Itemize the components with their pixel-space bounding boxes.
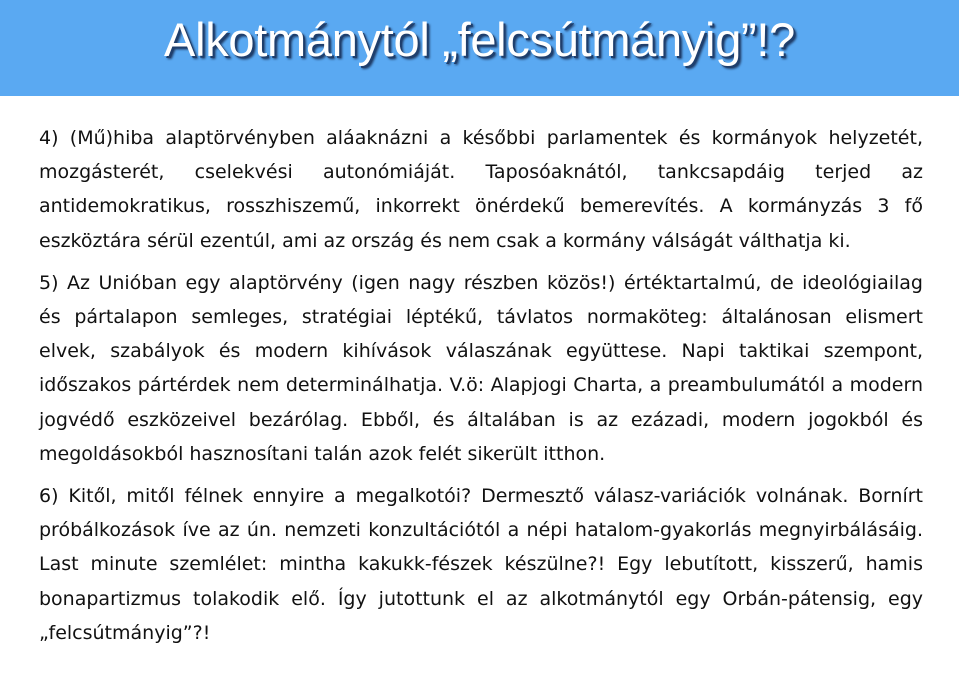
slide-body: [39, 121, 923, 650]
paragraph-4: 4) (Mű)hiba alaptörvényben aláaknázni a későbbi parlamentek és kormányok helyzetét, mozgásterét, cselekvési autonómiáját. Taposóaknától, tankcsapdáig terjed az antidemokratikus, rosszhiszemű, inkorrekt önérdekű bemerevítés. A kormányzás 3 fő eszköztára sérül ezentúl, ami az ország és nem csak a kormány válságát válthatja ki.: [39, 127, 923, 252]
paragraph-5: 5) Az Unióban egy alaptörvény (igen nagy részben közös!) értéktartalmú, de ideológiailag és pártalapon semleges, stratégiai léptékű, távlatos normaköteg: általánosan elismert elvek, szabályok és modern kihívások válaszának együttese. Napi taktikai szempont, időszakos pártérdek nem determinálhatja. V.ö: Alapjogi Charta, a preambulumától a modern jogvédő eszközeivel bezárólag. Ebből, és általában is az ezázadi, modern jogokból és megoldásokból hasznosítani talán azok felét sikerült itthon.: [39, 271, 923, 465]
paragraph-6: 6) Kitől, mitől félnek ennyire a megalkotói? Dermesztő válasz-variációk volnának. Bornírt próbálkozások íve az ún. nemzeti konzultációtól a népi hatalom-gyakorlás megnyirbálásáig. Last minute szemlélet: mintha kakukk-fészek készülne?! Egy lebutított, kisszerű, hamis bonapartizmus tolakodik elő. Így jutottunk el az alkotmánytól egy Orbán-pátensig, egy „felcsútmányig”?!: [39, 485, 923, 644]
slide-title: Alkotmánytól „felcsútmányig”!?: [164, 13, 795, 66]
title-bar: [0, 0, 959, 96]
